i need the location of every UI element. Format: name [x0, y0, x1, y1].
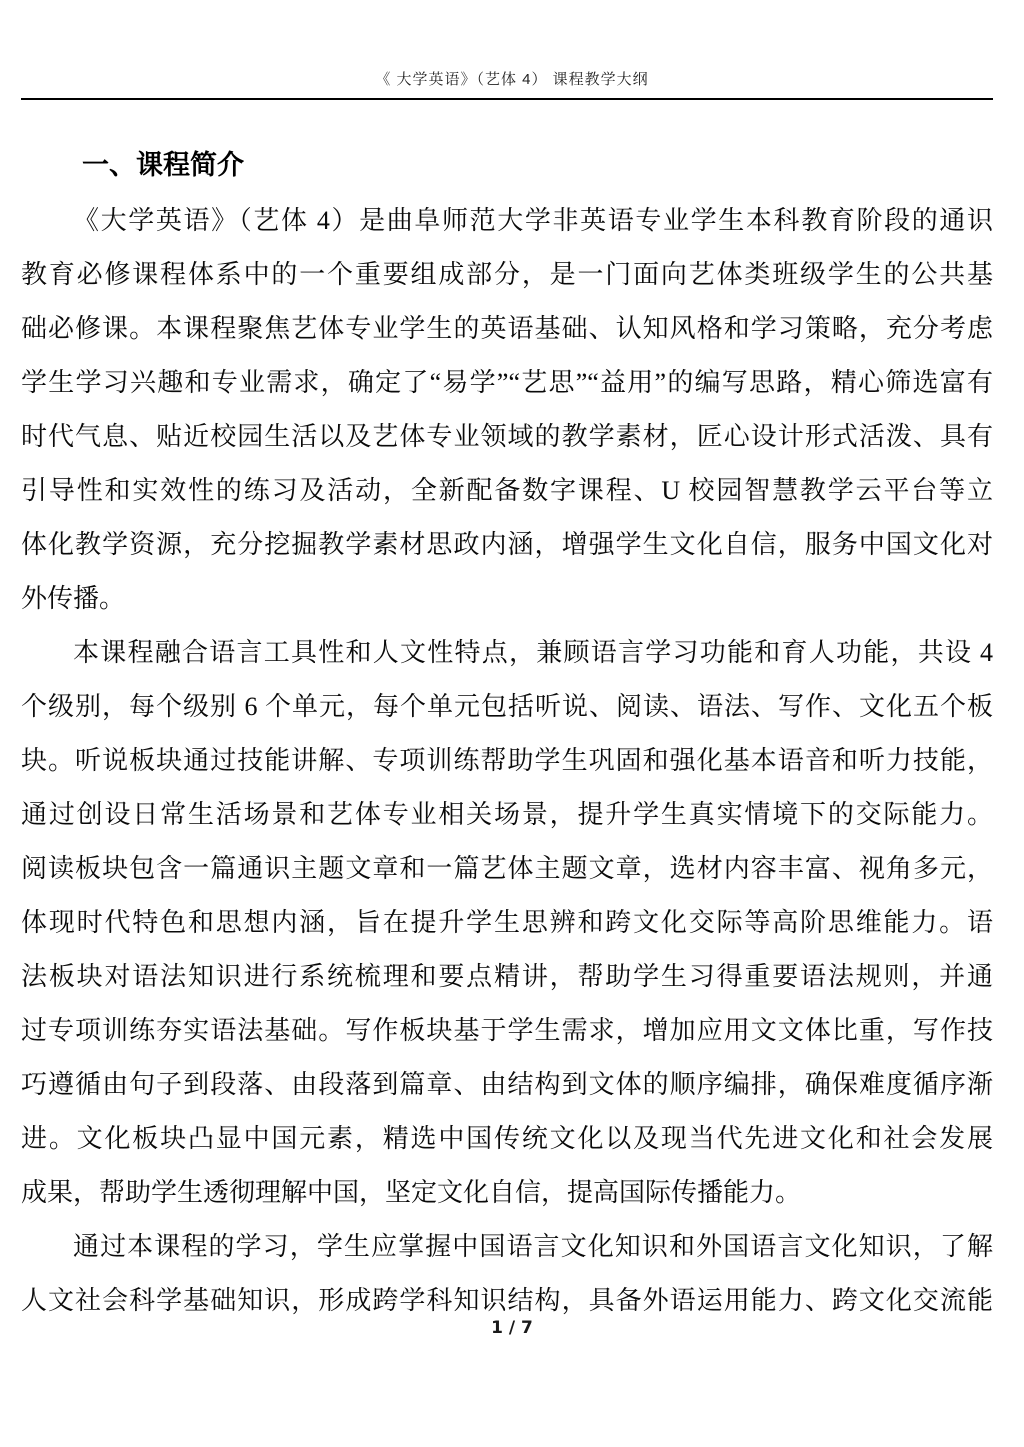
text-line: 学生学习兴趣和专业需求，确定了“易学”“艺思”“益用”的编写思路，精心筛选富有	[21, 368, 993, 397]
text-line: 体现时代特色和思想内涵，旨在提升学生思辨和跨文化交际等高阶思维能力。语	[21, 908, 993, 937]
text-line: 体化教学资源，充分挖掘教学素材思政内涵，增强学生文化自信，服务中国文化对	[21, 530, 993, 559]
paragraph	[21, 1220, 993, 1328]
header-divider-line	[21, 98, 993, 100]
text-line: 教育必修课程体系中的一个重要组成部分，是一门面向艺体类班级学生的公共基	[21, 260, 993, 289]
text-line: 人文社会科学基础知识，形成跨学科知识结构，具备外语运用能力、跨文化交流能	[21, 1286, 993, 1315]
text-line: 时代气息、贴近校园生活以及艺体专业领域的教学素材，匠心设计形式活泼、具有	[21, 422, 993, 451]
document-header-title: 《 大学英语》（艺体 4） 课程教学大纲	[375, 71, 649, 88]
text-line: 个级别，每个级别 6 个单元，每个单元包括听说、阅读、语法、写作、文化五个板	[21, 692, 993, 721]
text-line: 成果，帮助学生透彻理解中国，坚定文化自信，提高国际传播能力。	[21, 1178, 802, 1207]
text-line: 过专项训练夯实语法基础。写作板块基于学生需求，增加应用文文体比重，写作技	[21, 1016, 993, 1045]
page-number-indicator: 1 / 7	[491, 1318, 533, 1338]
text-line: 巧遵循由句子到段落、由段落到篇章、由结构到文体的顺序编排，确保难度循序渐	[21, 1070, 993, 1099]
section-heading: 一、课程简介	[82, 150, 244, 180]
text-line: 外传播。	[21, 584, 126, 613]
page-header	[0, 0, 1024, 100]
text-line: 通过本课程的学习，学生应掌握中国语言文化知识和外国语言文化知识，了解	[73, 1232, 993, 1261]
text-line: 本课程融合语言工具性和人文性特点，兼顾语言学习功能和育人功能，共设 4	[73, 638, 993, 667]
text-line: 引导性和实效性的练习及活动，全新配备数字课程、U 校园智慧教学云平台等立	[21, 476, 993, 505]
text-line: 础必修课。本课程聚焦艺体专业学生的英语基础、认知风格和学习策略，充分考虑	[21, 314, 993, 343]
text-line: 通过创设日常生活场景和艺体专业相关场景，提升学生真实情境下的交际能力。	[21, 800, 993, 829]
paragraph	[21, 194, 993, 626]
body-paragraphs	[21, 194, 993, 1328]
text-line: 阅读板块包含一篇通识主题文章和一篇艺体主题文章，选材内容丰富、视角多元，	[21, 854, 993, 883]
paragraph	[21, 626, 993, 1220]
text-line: 《大学英语》（艺体 4）是曲阜师范大学非英语专业学生本科教育阶段的通识	[73, 206, 993, 235]
text-line: 进。文化板块凸显中国元素，精选中国传统文化以及现当代先进文化和社会发展	[21, 1124, 993, 1153]
text-line: 法板块对语法知识进行系统梳理和要点精讲，帮助学生习得重要语法规则，并通	[21, 962, 993, 991]
text-line: 块。听说板块通过技能讲解、专项训练帮助学生巩固和强化基本语音和听力技能，	[21, 746, 993, 775]
